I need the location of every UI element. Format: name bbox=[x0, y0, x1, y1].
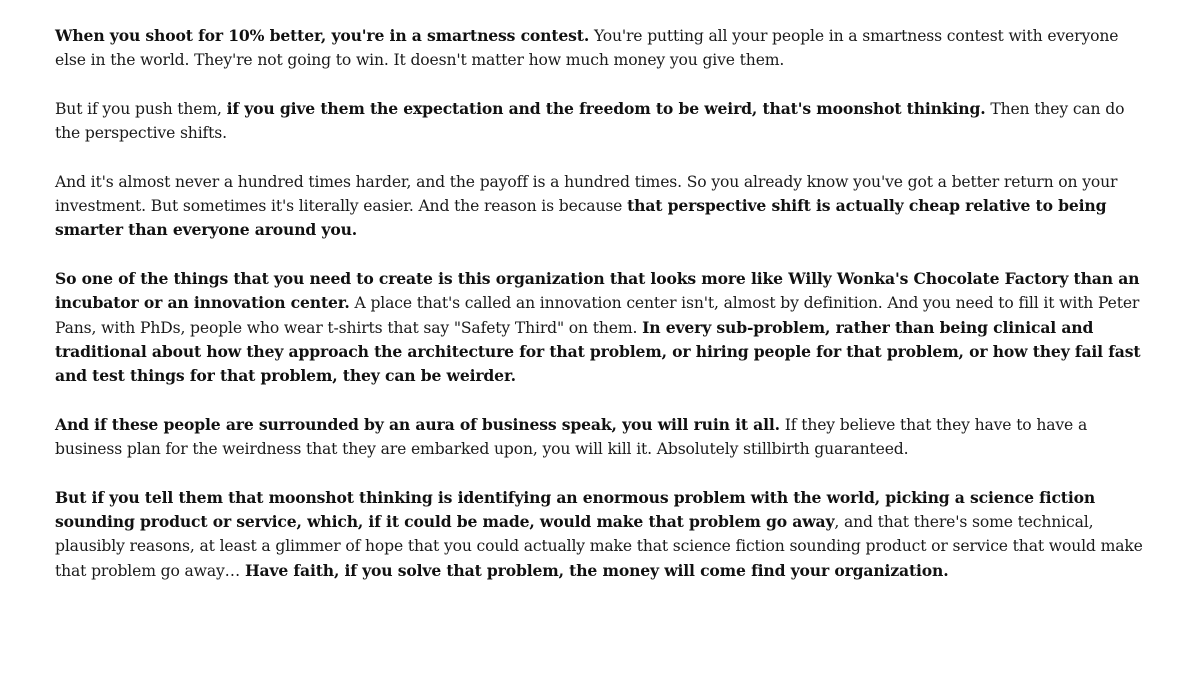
text-segment: A place that's called an innovation center isn't, almost by definition. And you need to fill it with Peter Pans, with PhDs, people who wear t-shirts that say "Safety Third" on them. bbox=[55, 294, 1140, 337]
paragraph-perspective-shift bbox=[55, 170, 1147, 243]
text-segment: Then they can do the perspective shifts. bbox=[55, 99, 1125, 143]
paragraph-have-faith bbox=[55, 486, 1147, 583]
emphasis-segment: And if these people are surrounded by an aura of business speak, you will ruin it all. bbox=[55, 414, 780, 434]
document-body bbox=[55, 24, 1147, 583]
paragraph-smartness-contest bbox=[55, 24, 1147, 73]
text-segment: You're putting all your people in a smartness contest with everyone else in the world. They're not going to win. It doesn't matter how much money you give them. bbox=[55, 27, 1119, 70]
text-segment: And it's almost never a hundred times harder, and the payoff is a hundred times. So you already know you've got a better return on your investment. But sometimes it's literally easier. And the reason is because bbox=[55, 172, 1118, 216]
emphasis-segment: if you give them the expectation and the freedom to be weird, that's moonshot thinking. bbox=[226, 98, 986, 118]
emphasis-segment: When you shoot for 10% better, you're in a smartness contest. bbox=[55, 26, 590, 45]
emphasis-segment: But if you tell them that moonshot thinking is identifying an enormous problem with the world, picking a science fiction sounding product or service, which, if it could be made, would make that problem go away bbox=[55, 487, 1096, 531]
text-segment: , and that there's some technical, plausibly reasons, at least a glimmer of hope that you could actually make that science fiction sounding product or service that would make that problem go away… bbox=[55, 512, 1143, 580]
emphasis-segment: Have faith, if you solve that problem, the money will come find your organization. bbox=[244, 560, 949, 580]
emphasis-segment: that perspective shift is actually cheap relative to being smarter than everyone around you. bbox=[55, 196, 1107, 240]
emphasis-segment: In every sub-problem, rather than being clinical and traditional about how they approach the architecture for that problem, or hiring people for that problem, or how they fail fast and test things for that problem, they can be weirder. bbox=[55, 317, 1141, 386]
paragraph-moonshot-thinking bbox=[55, 97, 1147, 146]
paragraph-chocolate-factory bbox=[55, 267, 1147, 388]
emphasis-segment: So one of the things that you need to create is this organization that looks more like Willy Wonka's Chocolate Factory than an incubator or an innovation center. bbox=[55, 268, 1140, 313]
text-segment: But if you push them, bbox=[55, 99, 227, 118]
paragraph-business-speak bbox=[55, 413, 1147, 462]
text-segment: If they believe that they have to have a business plan for the weirdness that they are embarked upon, you will kill it. Absolutely stillbirth guaranteed. bbox=[55, 415, 1088, 459]
